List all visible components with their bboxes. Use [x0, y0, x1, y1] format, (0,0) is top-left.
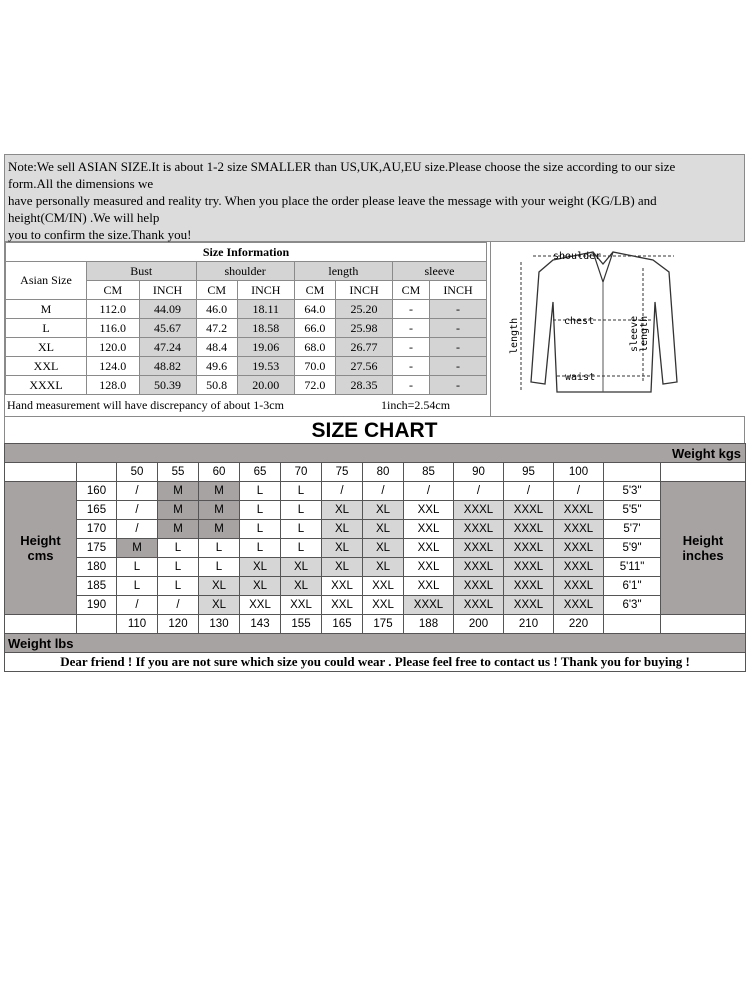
size-cell: XXL	[281, 596, 322, 615]
height-cm-cell: 180	[77, 558, 117, 577]
unit-header: INCH	[139, 281, 196, 300]
measurement-cell: 50.8	[196, 376, 237, 395]
size-cell: XXXL	[504, 577, 554, 596]
height-inch-cell: 5'7'	[604, 520, 661, 539]
size-cell: L	[240, 539, 281, 558]
blank-cell	[77, 463, 117, 482]
size-note	[4, 154, 745, 242]
size-cell: XXXL	[504, 558, 554, 577]
note-line: form.All the dimensions we	[8, 176, 154, 191]
size-cell: XXXL	[504, 501, 554, 520]
size-cell: L	[281, 539, 322, 558]
size-cell: /	[117, 596, 158, 615]
weight-lbs-cell: 165	[322, 615, 363, 634]
shoulder-label: shoulder	[553, 251, 602, 262]
measurement-cell: 45.67	[139, 319, 196, 338]
note-line: Note:We sell ASIAN SIZE.It is about 1-2 size SMALLER than US,UK,AU,EU size.Please choose the size according to our size	[8, 159, 676, 174]
inch-conversion-note: 1inch=2.54cm	[381, 398, 451, 412]
height-cm-cell: 160	[77, 482, 117, 501]
measurement-cell: 47.24	[139, 338, 196, 357]
measurement-cell: 124.0	[87, 357, 140, 376]
height-inches-line: Height	[682, 533, 724, 548]
size-chart-table	[4, 443, 746, 672]
group-header: Bust	[87, 262, 197, 281]
measurement-cell: -	[393, 319, 430, 338]
size-cell: XXL	[322, 577, 363, 596]
measurement-cell: -	[429, 338, 486, 357]
measurement-cell: -	[429, 376, 486, 395]
size-information-table	[5, 242, 487, 395]
size-info-row	[6, 338, 487, 357]
size-cell: XXXL	[504, 520, 554, 539]
measurement-cell: -	[393, 300, 430, 319]
weight-kg-cell: 70	[281, 463, 322, 482]
size-cell: /	[117, 520, 158, 539]
size-cell: XL	[322, 520, 363, 539]
waist-label: waist	[565, 372, 596, 383]
size-cell: /	[404, 482, 454, 501]
measurement-cell: -	[393, 357, 430, 376]
size-cell: XL	[322, 539, 363, 558]
size-chart-row	[5, 577, 746, 596]
size-cell: /	[117, 482, 158, 501]
height-inch-cell: 5'5"	[604, 501, 661, 520]
size-cell: XL	[363, 558, 404, 577]
measurement-note: Hand measurement will have discrepancy of about 1-3cm	[7, 398, 284, 412]
size-information-section	[4, 242, 745, 417]
size-cell: /	[117, 501, 158, 520]
size-cell: /	[504, 482, 554, 501]
group-header: length	[294, 262, 392, 281]
size-cell: XXL	[404, 539, 454, 558]
weight-kg-cell: 90	[454, 463, 504, 482]
height-cm-cell: 175	[77, 539, 117, 558]
height-inch-cell: 5'9"	[604, 539, 661, 558]
size-cell: XXL	[240, 596, 281, 615]
size-cell: L	[240, 520, 281, 539]
size-cell: L	[281, 520, 322, 539]
weight-kg-cell: 85	[404, 463, 454, 482]
size-info-row	[6, 357, 487, 376]
measurement-cell: 46.0	[196, 300, 237, 319]
height-cms-line: cms	[27, 548, 54, 563]
group-header: sleeve	[393, 262, 487, 281]
size-cell: XXL	[363, 596, 404, 615]
size-cell: XL	[240, 577, 281, 596]
measurement-cell: 72.0	[294, 376, 335, 395]
size-cell: XL	[199, 577, 240, 596]
contact-footer: Dear friend ! If you are not sure which size you could wear . Please feel free to contact us ! Thank you for buying !	[5, 653, 746, 672]
note-line: you to confirm the size.Thank you!	[8, 227, 192, 242]
measurement-cell: -	[393, 376, 430, 395]
size-cell: XXXL	[554, 520, 604, 539]
size-cell: M	[199, 482, 240, 501]
height-inches-line: inches	[682, 548, 724, 563]
size-cell: XL	[322, 558, 363, 577]
size-cell: XL	[240, 558, 281, 577]
weight-kgs-header: Weight kgs	[5, 444, 746, 463]
weight-lbs-cell: 188	[404, 615, 454, 634]
size-cell: XXXL	[454, 501, 504, 520]
measurement-cell: 70.0	[294, 357, 335, 376]
height-cm-cell: 190	[77, 596, 117, 615]
weight-kg-cell: 100	[554, 463, 604, 482]
blank-cell	[5, 615, 77, 634]
measurement-cell: 28.35	[336, 376, 393, 395]
measurement-cell: 49.6	[196, 357, 237, 376]
size-info-row	[6, 300, 487, 319]
asian-size-cell: XXXL	[6, 376, 87, 395]
asian-size-cell: M	[6, 300, 87, 319]
unit-header: CM	[393, 281, 430, 300]
size-cell: XXXL	[454, 539, 504, 558]
size-cell: /	[322, 482, 363, 501]
measurement-cell: 47.2	[196, 319, 237, 338]
weight-lbs-cell: 200	[454, 615, 504, 634]
size-cell: XXXL	[454, 596, 504, 615]
asian-size-cell: XXL	[6, 357, 87, 376]
note-line: height(CM/IN) .We will help	[8, 210, 160, 225]
size-cell: M	[199, 501, 240, 520]
unit-header: CM	[87, 281, 140, 300]
sleeve-label: sleeve	[629, 315, 640, 352]
height-inches-header	[661, 482, 746, 615]
measurement-cell: 44.09	[139, 300, 196, 319]
unit-header: CM	[196, 281, 237, 300]
size-chart-row	[5, 501, 746, 520]
size-cell: XXXL	[404, 596, 454, 615]
size-cell: XL	[363, 520, 404, 539]
blank-cell	[604, 615, 661, 634]
size-cell: L	[199, 539, 240, 558]
size-cell: XXXL	[554, 596, 604, 615]
size-cell: M	[158, 482, 199, 501]
size-cell: XL	[199, 596, 240, 615]
shirt-icon	[491, 242, 746, 416]
size-info-row	[6, 376, 487, 395]
size-chart-row	[5, 482, 746, 501]
size-cell: XXXL	[554, 539, 604, 558]
size-cell: M	[117, 539, 158, 558]
weight-lbs-cell: 175	[363, 615, 404, 634]
measurement-cell: 48.82	[139, 357, 196, 376]
measurement-cell: 20.00	[237, 376, 294, 395]
size-chart-row	[5, 558, 746, 577]
measurement-cell: 18.58	[237, 319, 294, 338]
weight-kg-cell: 75	[322, 463, 363, 482]
size-cell: XXXL	[454, 558, 504, 577]
measurement-cell: 19.06	[237, 338, 294, 357]
measurement-cell: 48.4	[196, 338, 237, 357]
size-cell: XXL	[404, 520, 454, 539]
weight-kg-cell: 60	[199, 463, 240, 482]
height-inch-cell: 5'11"	[604, 558, 661, 577]
size-cell: L	[158, 558, 199, 577]
measurement-cell: 25.98	[336, 319, 393, 338]
size-cell: M	[158, 501, 199, 520]
size-cell: XXXL	[504, 539, 554, 558]
size-cell: L	[240, 482, 281, 501]
size-chart-row	[5, 520, 746, 539]
size-cell: L	[117, 577, 158, 596]
size-cell: XXL	[404, 501, 454, 520]
size-cell: M	[158, 520, 199, 539]
size-cell: XL	[281, 558, 322, 577]
measurement-cell: 120.0	[87, 338, 140, 357]
weight-lbs-cell: 143	[240, 615, 281, 634]
weight-kg-cell: 65	[240, 463, 281, 482]
size-cell: L	[199, 558, 240, 577]
size-cell: XXXL	[504, 596, 554, 615]
measurement-cell: 26.77	[336, 338, 393, 357]
blank-cell	[661, 615, 746, 634]
measurement-cell: -	[393, 338, 430, 357]
measurement-cell: 64.0	[294, 300, 335, 319]
size-cell: XL	[281, 577, 322, 596]
size-cell: L	[158, 539, 199, 558]
size-cell: XXL	[404, 577, 454, 596]
measurement-cell: 66.0	[294, 319, 335, 338]
height-inch-cell: 6'3"	[604, 596, 661, 615]
measurement-cell: -	[429, 319, 486, 338]
size-cell: XXXL	[454, 520, 504, 539]
group-header: shoulder	[196, 262, 294, 281]
weight-lbs-cell: 120	[158, 615, 199, 634]
blank-cell	[604, 463, 661, 482]
blank-cell	[5, 463, 77, 482]
measurement-cell: 19.53	[237, 357, 294, 376]
size-information-title: Size Information	[6, 243, 487, 262]
measurement-cell: 68.0	[294, 338, 335, 357]
height-cms-header	[5, 482, 77, 615]
size-cell: XXL	[322, 596, 363, 615]
size-sheet	[4, 154, 745, 672]
size-cell: /	[158, 596, 199, 615]
unit-header: CM	[294, 281, 335, 300]
measurement-cell: 25.20	[336, 300, 393, 319]
weight-kg-cell: 50	[117, 463, 158, 482]
weight-lbs-header: Weight lbs	[5, 634, 746, 653]
note-line: have personally measured and reality try. When you place the order please leave the message with your weight (KG/LB) and	[8, 193, 657, 208]
size-chart-row	[5, 596, 746, 615]
size-cell: XL	[363, 501, 404, 520]
chest-label: chest	[564, 316, 595, 327]
weight-lbs-cell: 155	[281, 615, 322, 634]
size-cell: L	[117, 558, 158, 577]
weight-lbs-cell: 110	[117, 615, 158, 634]
size-cell: L	[281, 501, 322, 520]
measurement-cell: 27.56	[336, 357, 393, 376]
asian-size-cell: L	[6, 319, 87, 338]
height-cm-cell: 165	[77, 501, 117, 520]
size-cell: /	[554, 482, 604, 501]
height-inch-cell: 5'3"	[604, 482, 661, 501]
unit-header: INCH	[429, 281, 486, 300]
asian-size-cell: XL	[6, 338, 87, 357]
length-label: length	[509, 317, 520, 354]
height-cms-line: Height	[20, 533, 61, 548]
measurement-cell: -	[429, 300, 486, 319]
measurement-cell: 116.0	[87, 319, 140, 338]
size-cell: /	[363, 482, 404, 501]
size-cell: L	[158, 577, 199, 596]
weight-kg-cell: 55	[158, 463, 199, 482]
weight-kg-cell: 80	[363, 463, 404, 482]
size-cell: XXL	[404, 558, 454, 577]
size-cell: XL	[363, 539, 404, 558]
sleeve-length-label: length	[639, 315, 650, 352]
size-chart-title: SIZE CHART	[4, 417, 745, 443]
size-cell: XXXL	[454, 577, 504, 596]
height-inch-cell: 6'1"	[604, 577, 661, 596]
size-cell: XL	[322, 501, 363, 520]
size-cell: XXL	[363, 577, 404, 596]
size-info-row	[6, 319, 487, 338]
size-cell: /	[454, 482, 504, 501]
size-cell: L	[240, 501, 281, 520]
weight-lbs-cell: 220	[554, 615, 604, 634]
weight-lbs-cell: 130	[199, 615, 240, 634]
measurement-cell: 112.0	[87, 300, 140, 319]
size-cell: M	[199, 520, 240, 539]
weight-kg-cell: 95	[504, 463, 554, 482]
height-cm-cell: 185	[77, 577, 117, 596]
weight-lbs-cell: 210	[504, 615, 554, 634]
size-cell: L	[281, 482, 322, 501]
shirt-diagram	[490, 242, 746, 416]
measurement-cell: 128.0	[87, 376, 140, 395]
size-cell: XXXL	[554, 577, 604, 596]
size-cell: XXXL	[554, 501, 604, 520]
measurement-cell: 50.39	[139, 376, 196, 395]
size-cell: XXXL	[554, 558, 604, 577]
blank-cell	[77, 615, 117, 634]
height-cm-cell: 170	[77, 520, 117, 539]
measurement-cell: -	[429, 357, 486, 376]
measurement-cell: 18.11	[237, 300, 294, 319]
asian-size-header: Asian Size	[6, 262, 87, 300]
blank-cell	[661, 463, 746, 482]
unit-header: INCH	[237, 281, 294, 300]
unit-header: INCH	[336, 281, 393, 300]
size-chart-row	[5, 539, 746, 558]
